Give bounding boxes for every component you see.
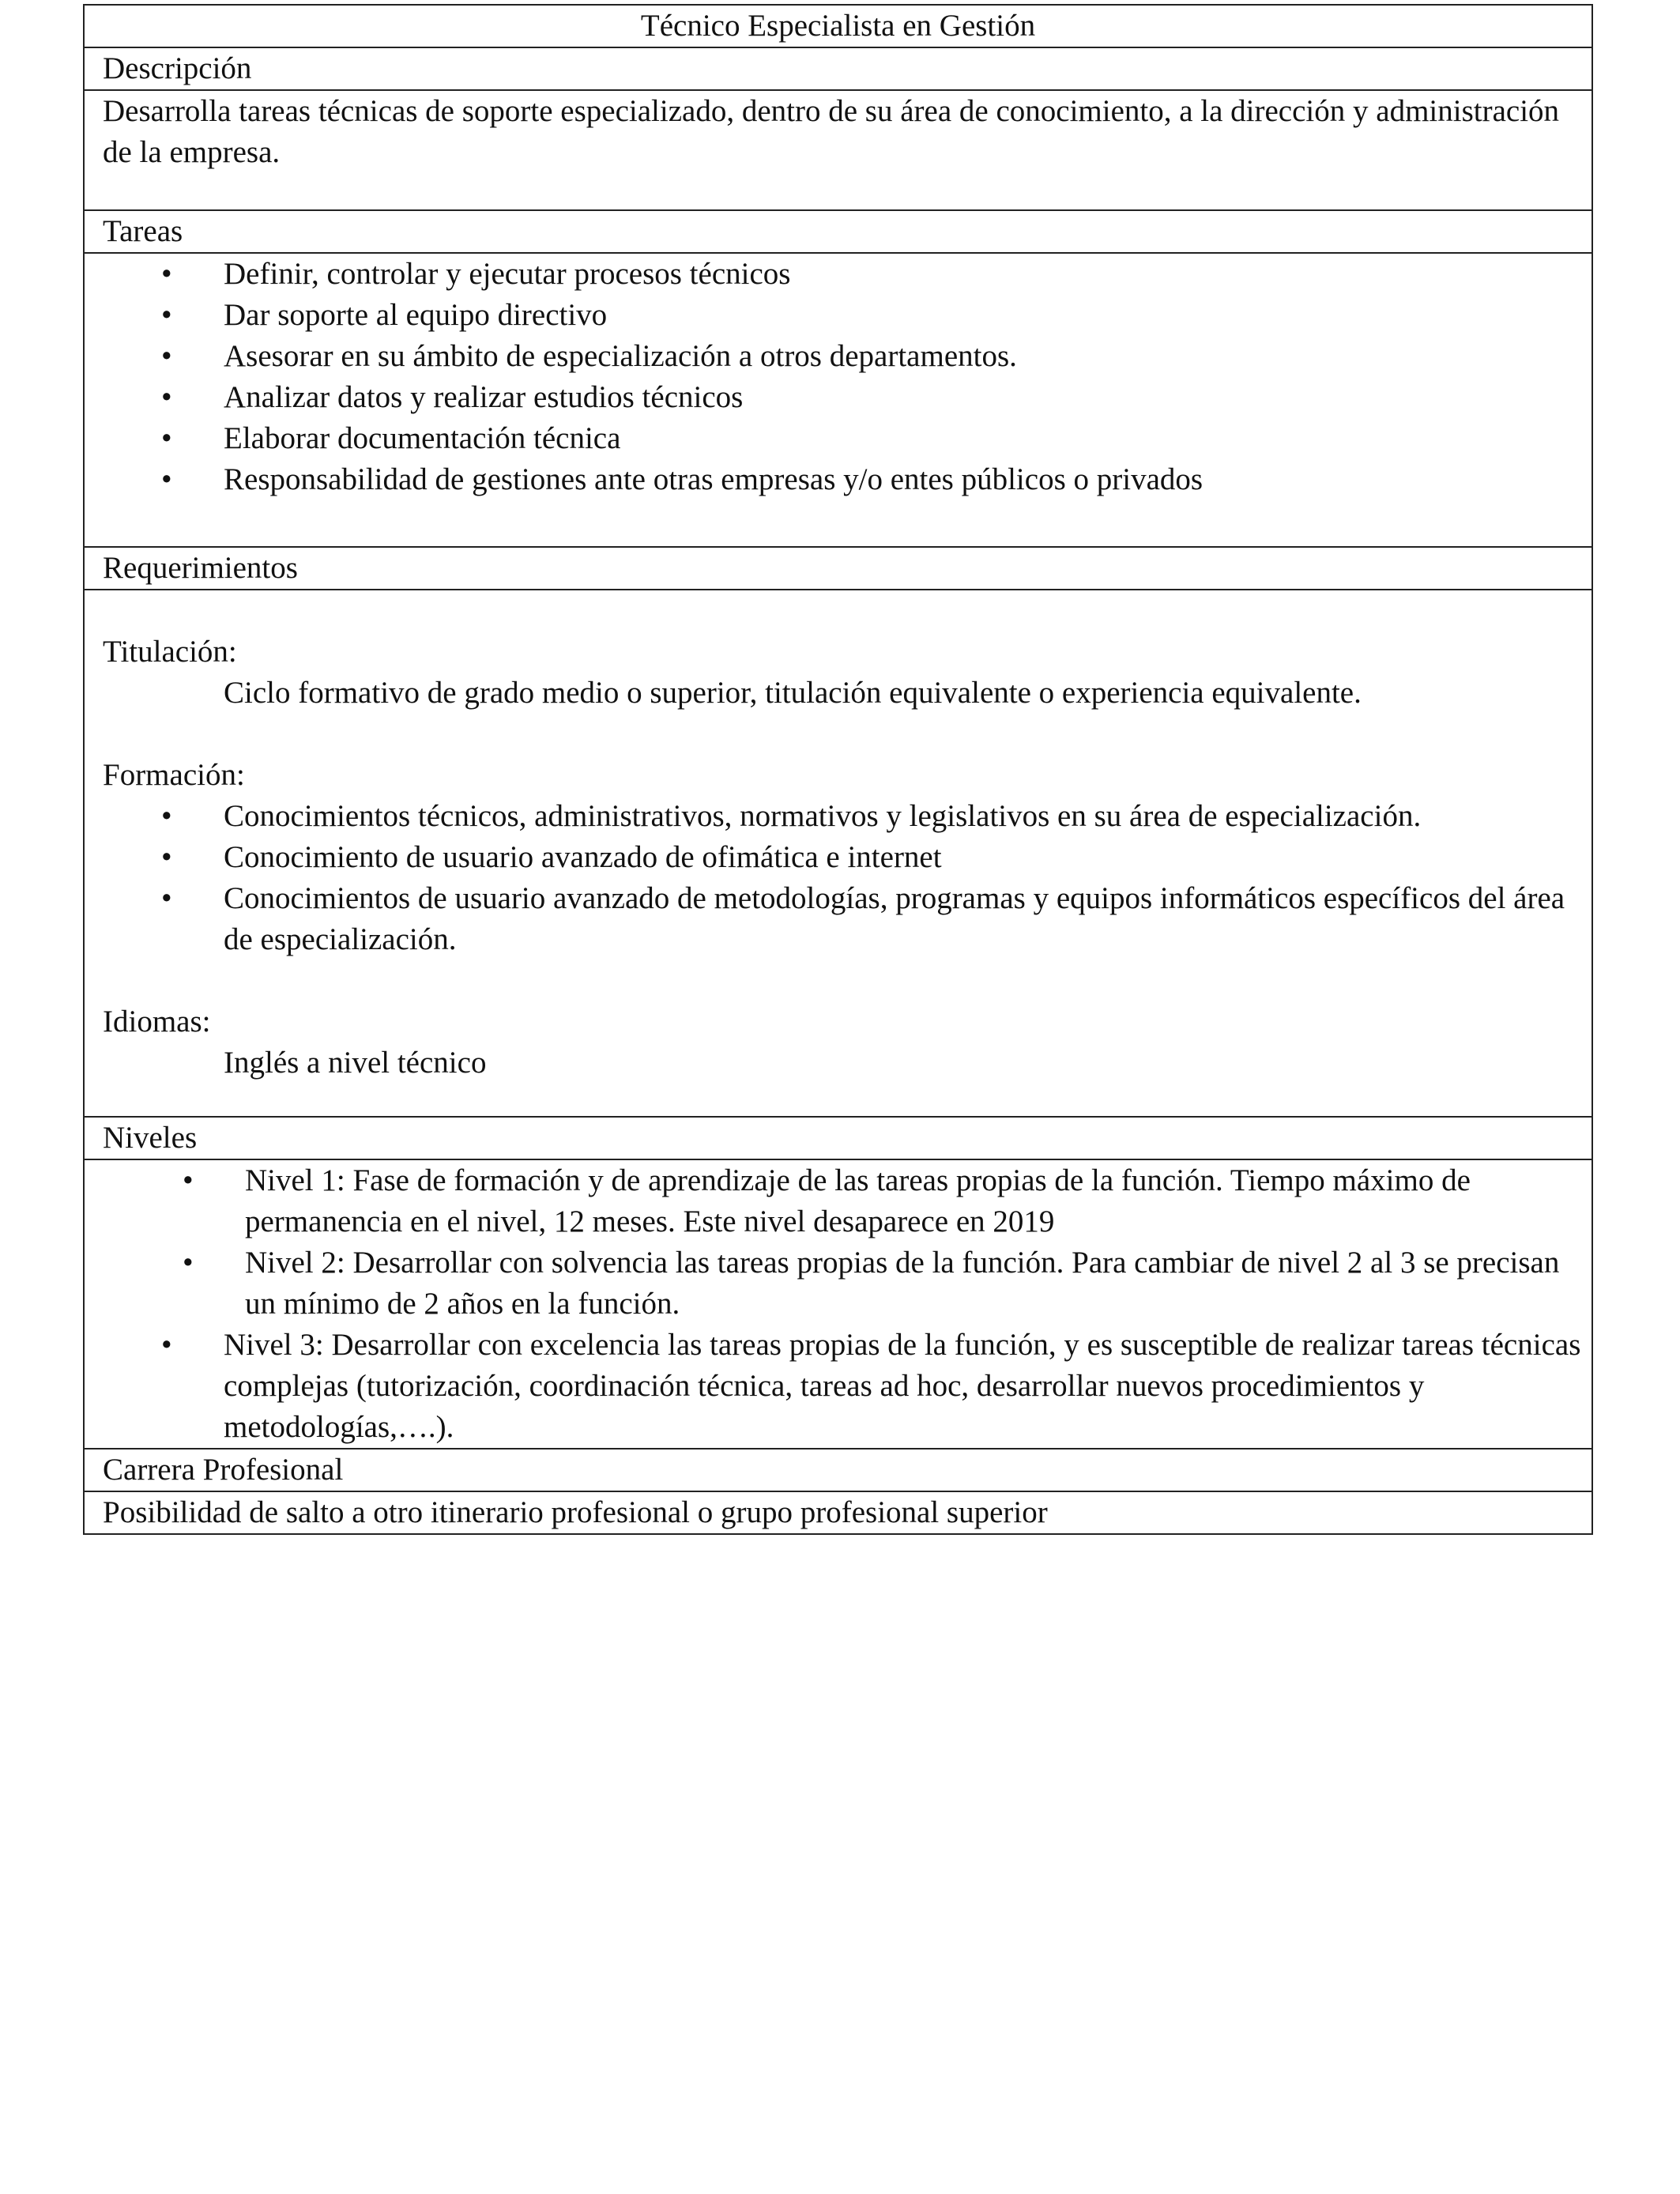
idiomas-label: Idiomas:	[103, 1005, 211, 1039]
spacer	[103, 960, 1591, 1001]
formacion-label: Formación:	[103, 758, 245, 792]
levels-heading: Niveles	[84, 1117, 1592, 1159]
description-text: Desarrolla tareas técnicas de soporte especializado, dentro de su área de conocimiento, a la dirección y administración de la empresa.	[84, 90, 1592, 210]
job-profile-table	[83, 4, 1593, 1535]
formacion-item: • Conocimientos técnicos, administrativos, normativos y legislativos en su área de especialización.	[103, 796, 1591, 837]
tasks-list	[103, 254, 1591, 500]
requirements-cell	[84, 590, 1592, 1117]
career-text: Posibilidad de salto a otro itinerario profesional o grupo profesional superior	[84, 1491, 1592, 1534]
document-title: Técnico Especialista en Gestión	[84, 5, 1592, 47]
career-heading: Carrera Profesional	[84, 1449, 1592, 1491]
task-item: • Dar soporte al equipo directivo	[103, 295, 1591, 336]
spacer	[103, 590, 1591, 631]
levels-list	[103, 1160, 1591, 1448]
titulacion-label: Titulación:	[103, 635, 237, 669]
task-item: • Elaborar documentación técnica	[103, 418, 1591, 459]
tasks-heading: Tareas	[84, 210, 1592, 253]
description-heading: Descripción	[84, 47, 1592, 90]
task-item: • Analizar datos y realizar estudios técnicos	[103, 377, 1591, 418]
titulacion-text: Ciclo formativo de grado medio o superior, titulación equivalente o experiencia equivalente.	[224, 676, 1362, 710]
task-item: • Definir, controlar y ejecutar procesos técnicos	[103, 254, 1591, 295]
task-item: • Asesorar en su ámbito de especialización a otros departamentos.	[103, 336, 1591, 377]
idiomas-text: Inglés a nivel técnico	[224, 1046, 487, 1080]
formacion-item: • Conocimiento de usuario avanzado de ofimática e internet	[103, 837, 1591, 878]
tasks-cell	[84, 253, 1592, 547]
task-item: • Responsabilidad de gestiones ante otras empresas y/o entes públicos o privados	[103, 459, 1591, 500]
spacer	[103, 714, 1591, 755]
level-item: • Nivel 2: Desarrollar con solvencia las tareas propias de la función. Para cambiar de nivel 2 al 3 se precisan un mínimo de 2 años en la función.	[103, 1242, 1591, 1325]
levels-cell	[84, 1159, 1592, 1449]
requirements-heading: Requerimientos	[84, 547, 1592, 590]
formacion-item: • Conocimientos de usuario avanzado de metodologías, programas y equipos informáticos específicos del área de especialización.	[103, 878, 1591, 960]
level-item: • Nivel 3: Desarrollar con excelencia las tareas propias de la función, y es susceptible de realizar tareas técnicas complejas (tutorización, coordinación técnica, tareas ad hoc, desarrollar nuevos procedimientos y metodologías,….).	[103, 1325, 1591, 1448]
level-item: • Nivel 1: Fase de formación y de aprendizaje de las tareas propias de la función. Tiempo máximo de permanencia en el nivel, 12 meses. Este nivel desaparece en 2019	[103, 1160, 1591, 1242]
formacion-list	[103, 796, 1591, 960]
